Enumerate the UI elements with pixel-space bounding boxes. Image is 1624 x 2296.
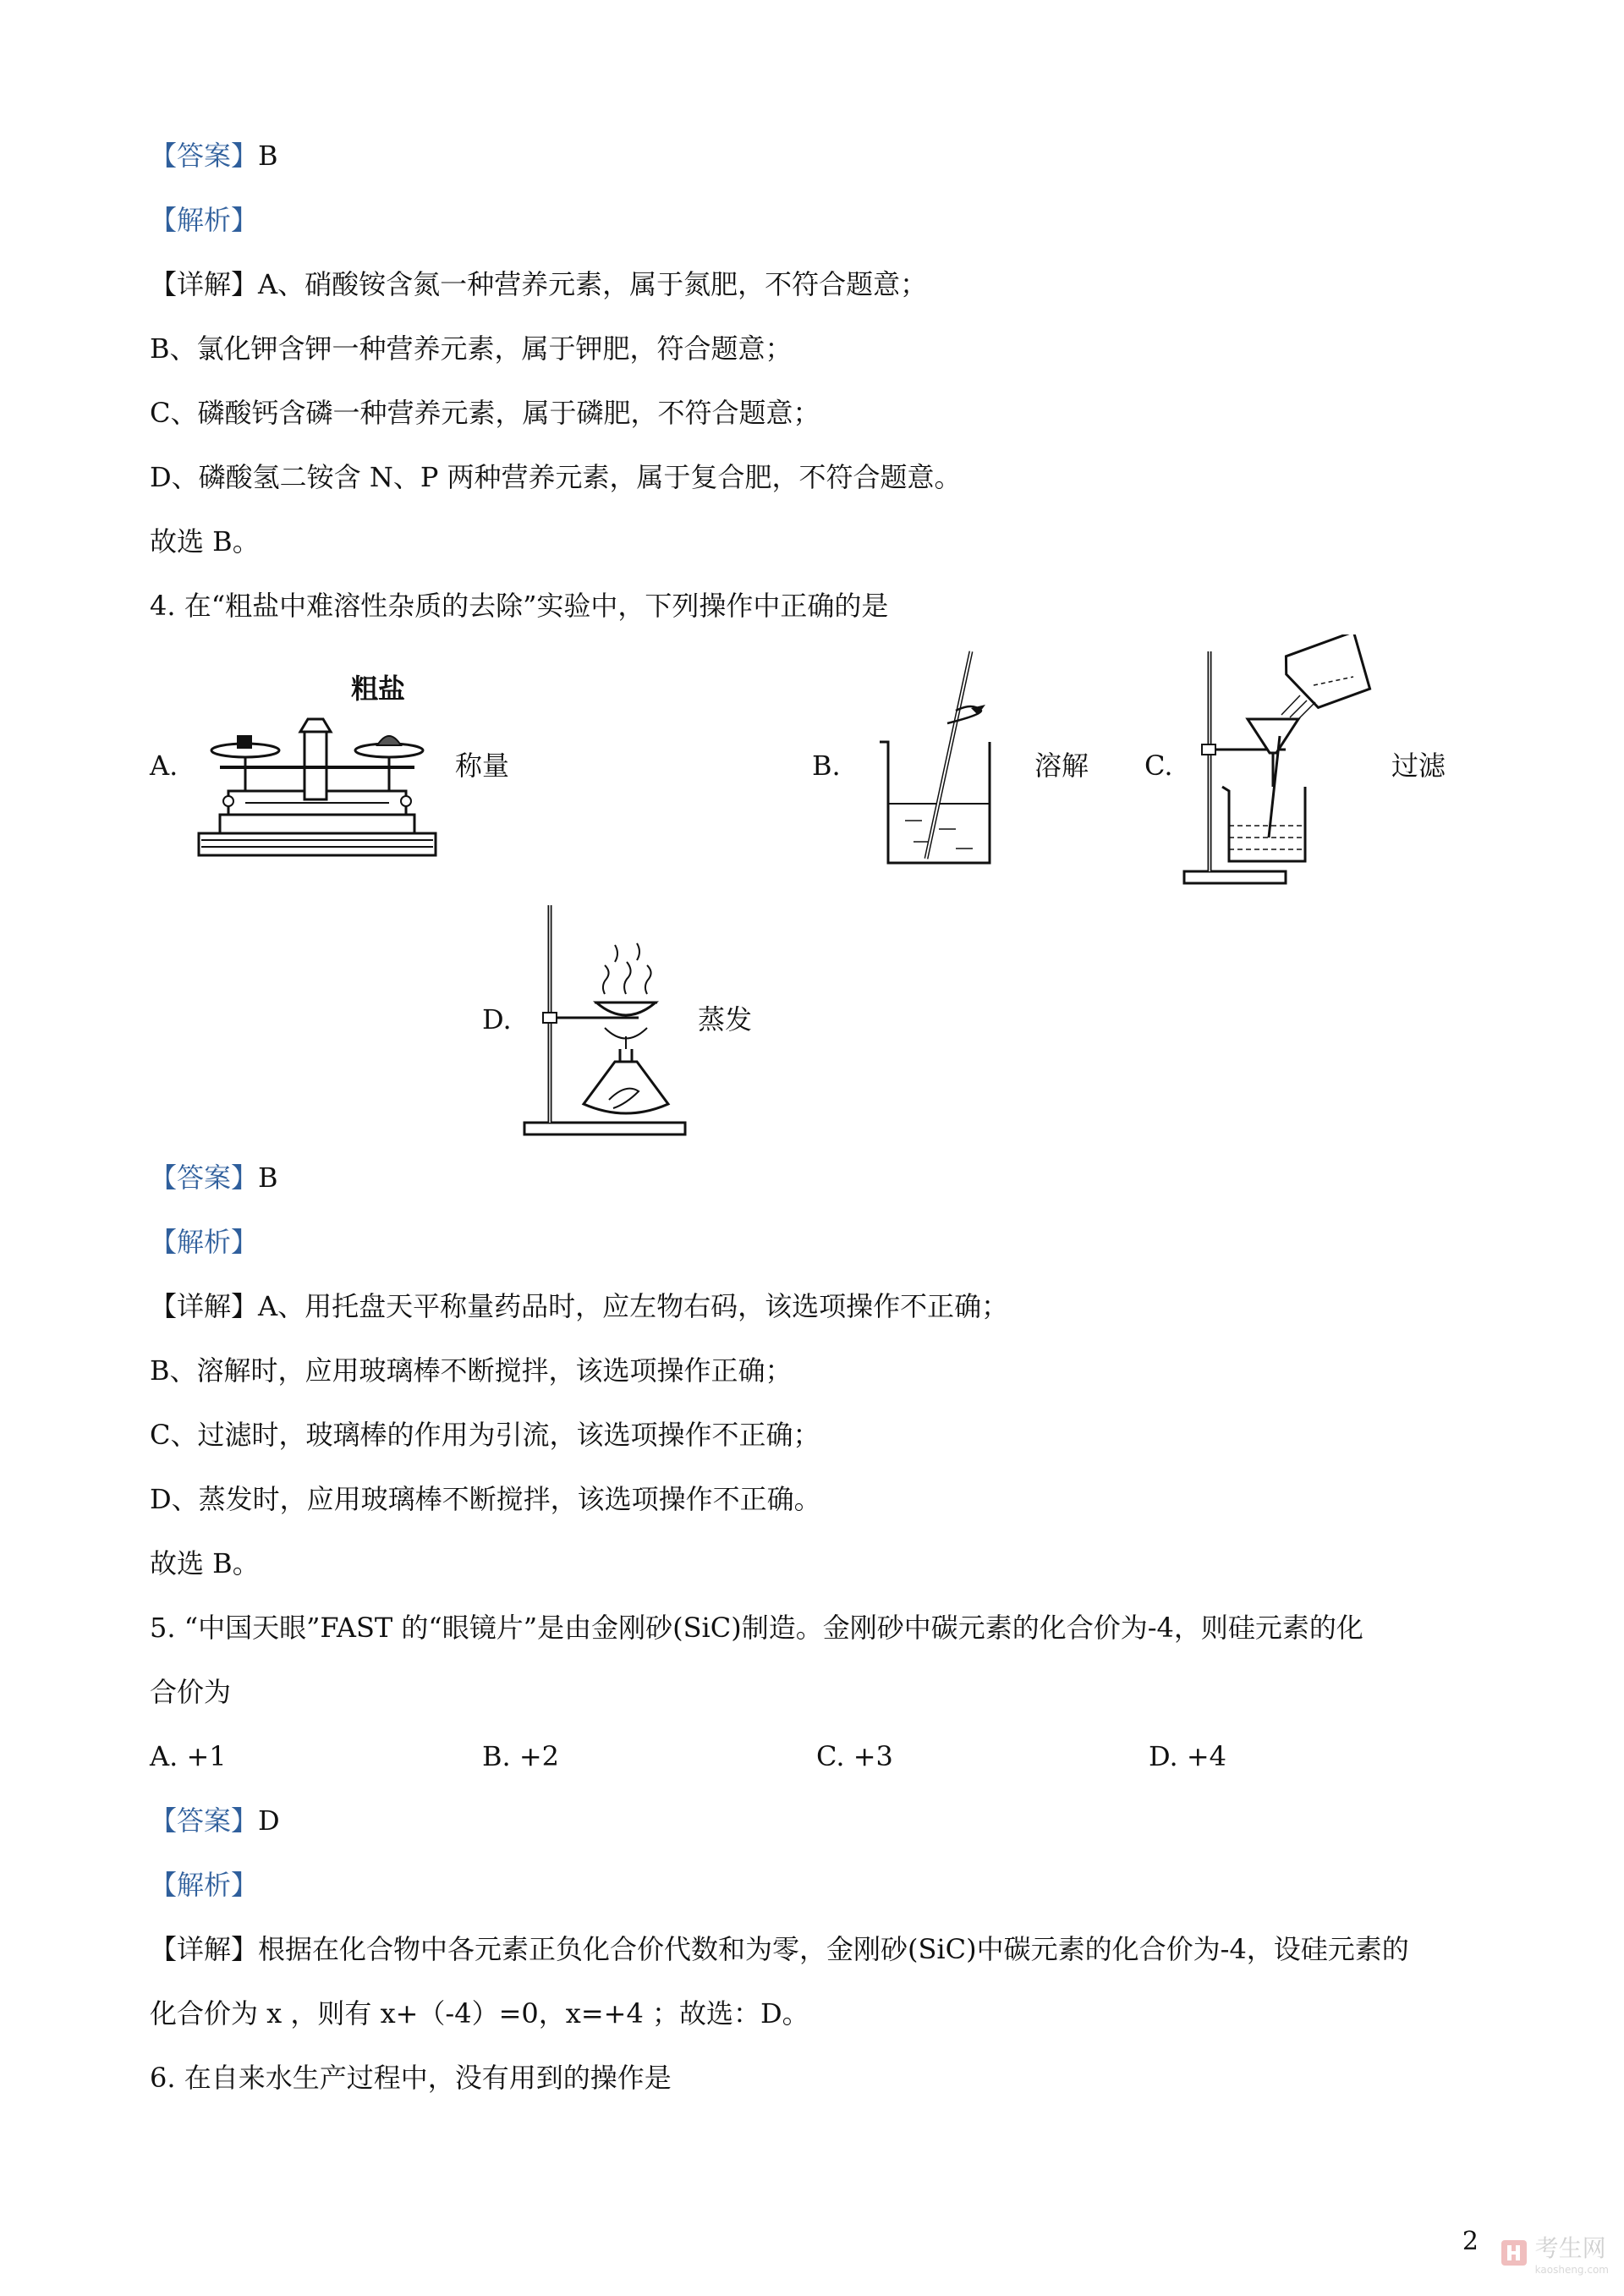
q4-detail-c: C、过滤时，玻璃棒的作用为引流，该选项操作不正确； xyxy=(150,1419,820,1451)
q4-answer-line xyxy=(150,1159,278,1196)
q4-option-c-letter: C. xyxy=(1144,750,1173,782)
filtration-figure xyxy=(1180,634,1391,888)
q4-detail-a xyxy=(150,1288,1008,1325)
q4-stem: 4. 在“粗盐中难溶性杂质的去除”实验中，下列操作中正确的是 xyxy=(150,590,889,622)
q4-option-d-caption: 蒸发 xyxy=(698,1003,753,1035)
answer-value: D xyxy=(258,1804,280,1837)
detail-text: 根据在化合物中各元素正负化合价代数和为零，金刚砂(SiC)中碳元素的化合价为-4，设硅元素的 xyxy=(258,1933,1409,1965)
stirring-beaker-figure xyxy=(871,647,1007,871)
q4-option-c-caption: 过滤 xyxy=(1391,750,1446,782)
watermark-text: 考生网 xyxy=(1534,2234,1606,2262)
q4-detail-b: B、溶解时，应用玻璃棒不断搅拌，该选项操作正确； xyxy=(150,1354,793,1387)
page-number: 2 xyxy=(1462,2227,1479,2256)
q4-option-b-letter: B. xyxy=(812,750,841,782)
q5-stem-line1: 5. “中国天眼”FAST 的“眼镜片”是由金刚砂(SiC)制造。金刚砂中碳元素的化合价为-4，则硅元素的化 xyxy=(150,1612,1363,1644)
watermark xyxy=(1500,2230,1609,2276)
q4-option-a-letter: A. xyxy=(150,750,178,782)
q5-detail-line1 xyxy=(150,1931,1409,1968)
q5-stem-line2: 合价为 xyxy=(150,1676,232,1708)
q3-answer-line xyxy=(150,137,278,174)
watermark-logo-icon xyxy=(1500,2238,1528,2267)
q5-option-a: A. +1 xyxy=(150,1740,227,1772)
evaporation-figure xyxy=(520,901,689,1138)
q5-option-c: C. +3 xyxy=(816,1740,893,1772)
q3-detail-c: C、磷酸钙含磷一种营养元素，属于磷肥，不符合题意； xyxy=(150,397,820,429)
q4-option-d-letter: D. xyxy=(482,1003,512,1035)
q4-analysis-tag: 【解析】 xyxy=(150,1226,259,1258)
q4-detail-d: D、蒸发时，应用玻璃棒不断搅拌，该选项操作不正确。 xyxy=(150,1483,821,1515)
detail-text: A、用托盘天平称量药品时，应左物右码，该选项操作不正确； xyxy=(258,1290,1009,1322)
watermark-subtext: kaosheng.com xyxy=(1534,2264,1609,2276)
answer-tag: 【答案】 xyxy=(150,1804,259,1837)
q3-conclusion: 故选 B。 xyxy=(150,525,260,558)
q5-detail-line2: 化合价为 x ，则有 x+（-4）=0，x=+4 ；故选：D。 xyxy=(150,1997,809,2030)
answer-value: B xyxy=(258,1162,278,1194)
q5-option-d: D. +4 xyxy=(1149,1740,1227,1772)
q4-option-a-caption: 称量 xyxy=(455,750,510,782)
q3-detail-b: B、氯化钾含钾一种营养元素，属于钾肥，符合题意； xyxy=(150,332,793,365)
q5-option-b: B. +2 xyxy=(482,1740,560,1772)
q3-detail-a xyxy=(150,266,927,303)
q4-option-b-caption: 溶解 xyxy=(1034,750,1089,782)
detail-tag: 【详解】 xyxy=(150,1933,259,1965)
answer-value: B xyxy=(258,140,278,172)
q5-analysis-tag: 【解析】 xyxy=(150,1869,259,1901)
q3-detail-d: D、磷酸氢二铵含 N、P 两种营养元素，属于复合肥，不符合题意。 xyxy=(150,461,962,493)
q4-conclusion: 故选 B。 xyxy=(150,1547,260,1579)
q6-stem: 6. 在自来水生产过程中，没有用到的操作是 xyxy=(150,2062,672,2094)
detail-text: A、硝酸铵含氮一种营养元素，属于氮肥，不符合题意； xyxy=(258,268,928,300)
detail-tag: 【详解】 xyxy=(150,268,259,300)
answer-tag: 【答案】 xyxy=(150,1162,259,1194)
answer-tag: 【答案】 xyxy=(150,140,259,172)
detail-tag: 【详解】 xyxy=(150,1290,259,1322)
q5-answer-line xyxy=(150,1802,280,1839)
balance-figure xyxy=(195,673,440,859)
figure-label-crude-salt: 粗盐 xyxy=(351,673,406,705)
q3-analysis-tag: 【解析】 xyxy=(150,204,259,236)
